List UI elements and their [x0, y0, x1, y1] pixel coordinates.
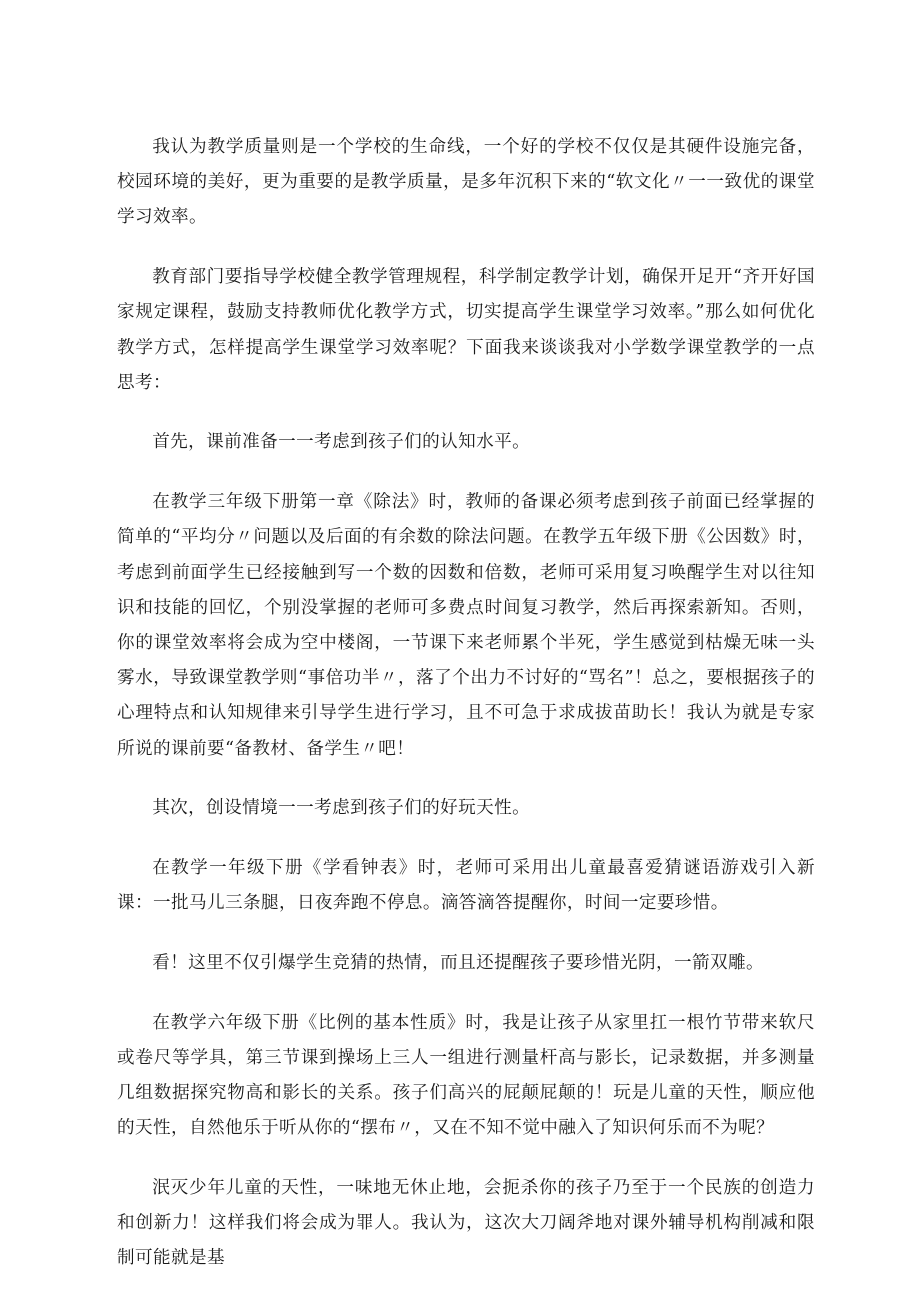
paragraph-clock-example: 在教学一年级下册《学看钟表》时，老师可采用出儿童最喜爱猜谜语游戏引入新课：一批马儿三条腿，日夜奔跑不停息。滴答滴答提醒你，时间一定要珍惜。: [117, 857, 815, 914]
paragraph-division-example: 在教学三年级下册第一章《除法》时，教师的备课必须考虑到孩子前面已经掌握的简单的“平均分〃问题以及后面的有余数的除法问题。在教学五年级下册《公因数》时，考虑到前面学生已经接触到写一个数的因数和倍数，老师可采用复习唤醒学生对以往知识和技能的回忆，个别没掌握的老师可多费点时间复习教学，然后再探索新知。否则，你的课堂效率将会成为空中楼阁，一节课下来老师累个半死，学生感觉到枯燥无味一头雾水，导致课堂教学则“事倍功半〃，落了个出力不讨好的“骂名”！总之，要根据孩子的心理特点和认知规律来引导学生进行学习，且不可急于求成拔苗助长！我认为就是专家所说的课前要“备教材、备学生〃吧！: [117, 492, 815, 759]
document-body: [117, 130, 815, 1301]
paragraph-second-point: 其次，创设情境一一考虑到孩子们的好玩天性。: [152, 798, 531, 819]
paragraph-ratio-example: 在教学六年级下册《比例的基本性质》时，我是让孩子从家里扛一根竹节带来软尺或卷尺等学具，第三节课到操场上三人一组进行测量杆高与影长，记录数据，并多测量几组数据探究物高和影长的关系。孩子们高兴的屁颠屁颠的！玩是儿童的天性，顺应他的天性，自然他乐于听从你的“摆布〃，又在不知不觉中融入了知识何乐而不为呢？: [117, 1012, 815, 1139]
paragraph-riddle-comment: 看！这里不仅引爆学生竞猜的热情，而且还提醒孩子要珍惜光阴，一箭双雕。: [152, 952, 764, 973]
paragraph-nature-conclusion: 泯灭少年儿童的天性，一味地无休止地，会扼杀你的孩子乃至于一个民族的创造力和创新力！这样我们将会成为罪人。我认为，这次大刀阔斧地对课外辅导机构削减和限制可能就是基: [117, 1177, 815, 1269]
paragraph-intro: 我认为教学质量则是一个学校的生命线，一个好的学校不仅仅是其硬件设施完备，校园环境的美好，更为重要的是教学质量，是多年沉积下来的“软文化〃一一致优的课堂学习效率。: [117, 137, 815, 228]
paragraph-first-point: 首先，课前准备一一考虑到孩子们的认知水平。: [152, 432, 531, 453]
paragraph-education-department: 教育部门要指导学校健全教学管理规程，科学制定教学计划，确保开足开“齐开好国家规定课程，鼓励支持教师优化教学方式，切实提高学生课堂学习效率。”那么如何优化教学方式，怎样提高学生课堂学习效率呢？下面我来谈谈我对小学数学课堂教学的一点思考：: [117, 267, 815, 393]
